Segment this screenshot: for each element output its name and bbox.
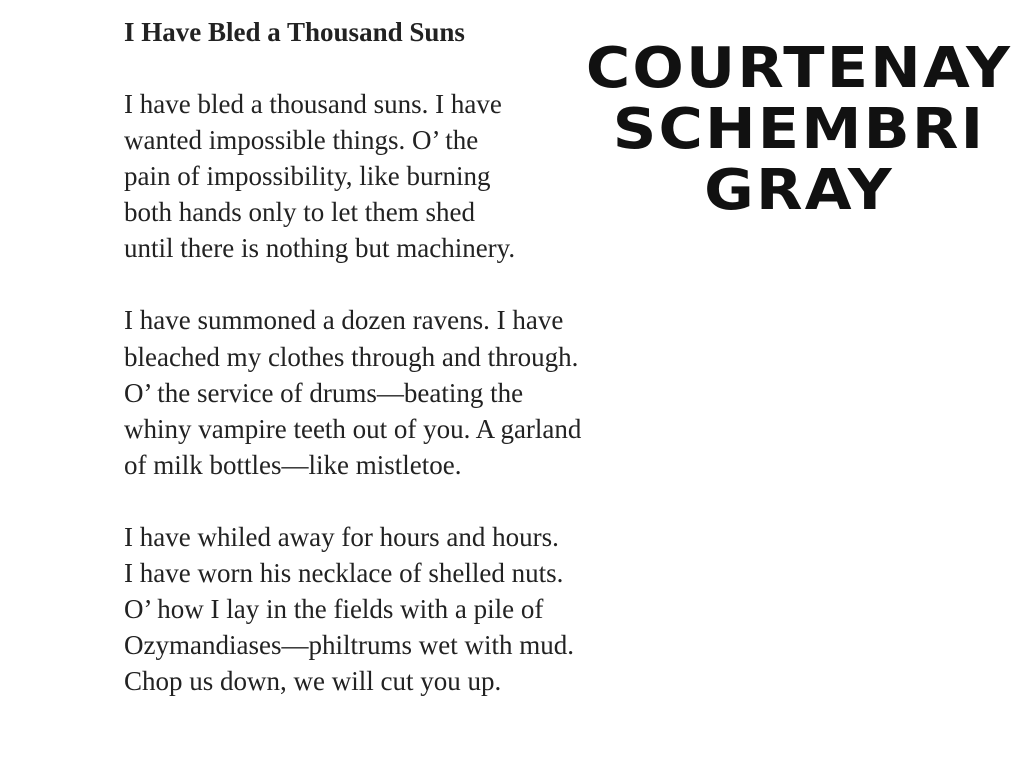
poem-line: wanted impossible things. O’ the [124, 125, 479, 156]
poem-line: Chop us down, we will cut you up. [124, 666, 502, 697]
poem-title: I Have Bled a Thousand Suns [124, 17, 465, 47]
poem-line: I have bled a thousand suns. I have [124, 89, 502, 119]
stanza-3 [124, 519, 684, 699]
poem-line: both hands only to let them shed [124, 197, 475, 228]
stanza-2 [124, 302, 684, 482]
poem-line: of milk bottles—like mistletoe. [124, 449, 462, 480]
poem-line: Ozymandiases—philtrums wet with mud. [124, 630, 574, 661]
author-middle-name: SCHEMBRI [612, 97, 986, 162]
author-name [579, 38, 1020, 221]
poem-line: until there is nothing but machinery. [124, 233, 516, 264]
poem-line: I have whiled away for hours and hours. [124, 521, 559, 552]
poem-line: pain of impossibility, like burning [124, 161, 491, 192]
poem-line: O’ the service of drums—beating the [124, 377, 524, 408]
author-first-name: COURTENAY [585, 36, 1013, 101]
author-last-name: GRAY [704, 158, 894, 223]
poem-line: I have summoned a dozen ravens. I have [124, 305, 564, 336]
poem-line: I have worn his necklace of shelled nuts. [124, 558, 564, 589]
poem-line: bleached my clothes through and through. [124, 341, 579, 372]
poem-line: O’ how I lay in the fields with a pile of [124, 594, 544, 625]
poem-line: whiny vampire teeth out of you. A garland [124, 413, 582, 444]
